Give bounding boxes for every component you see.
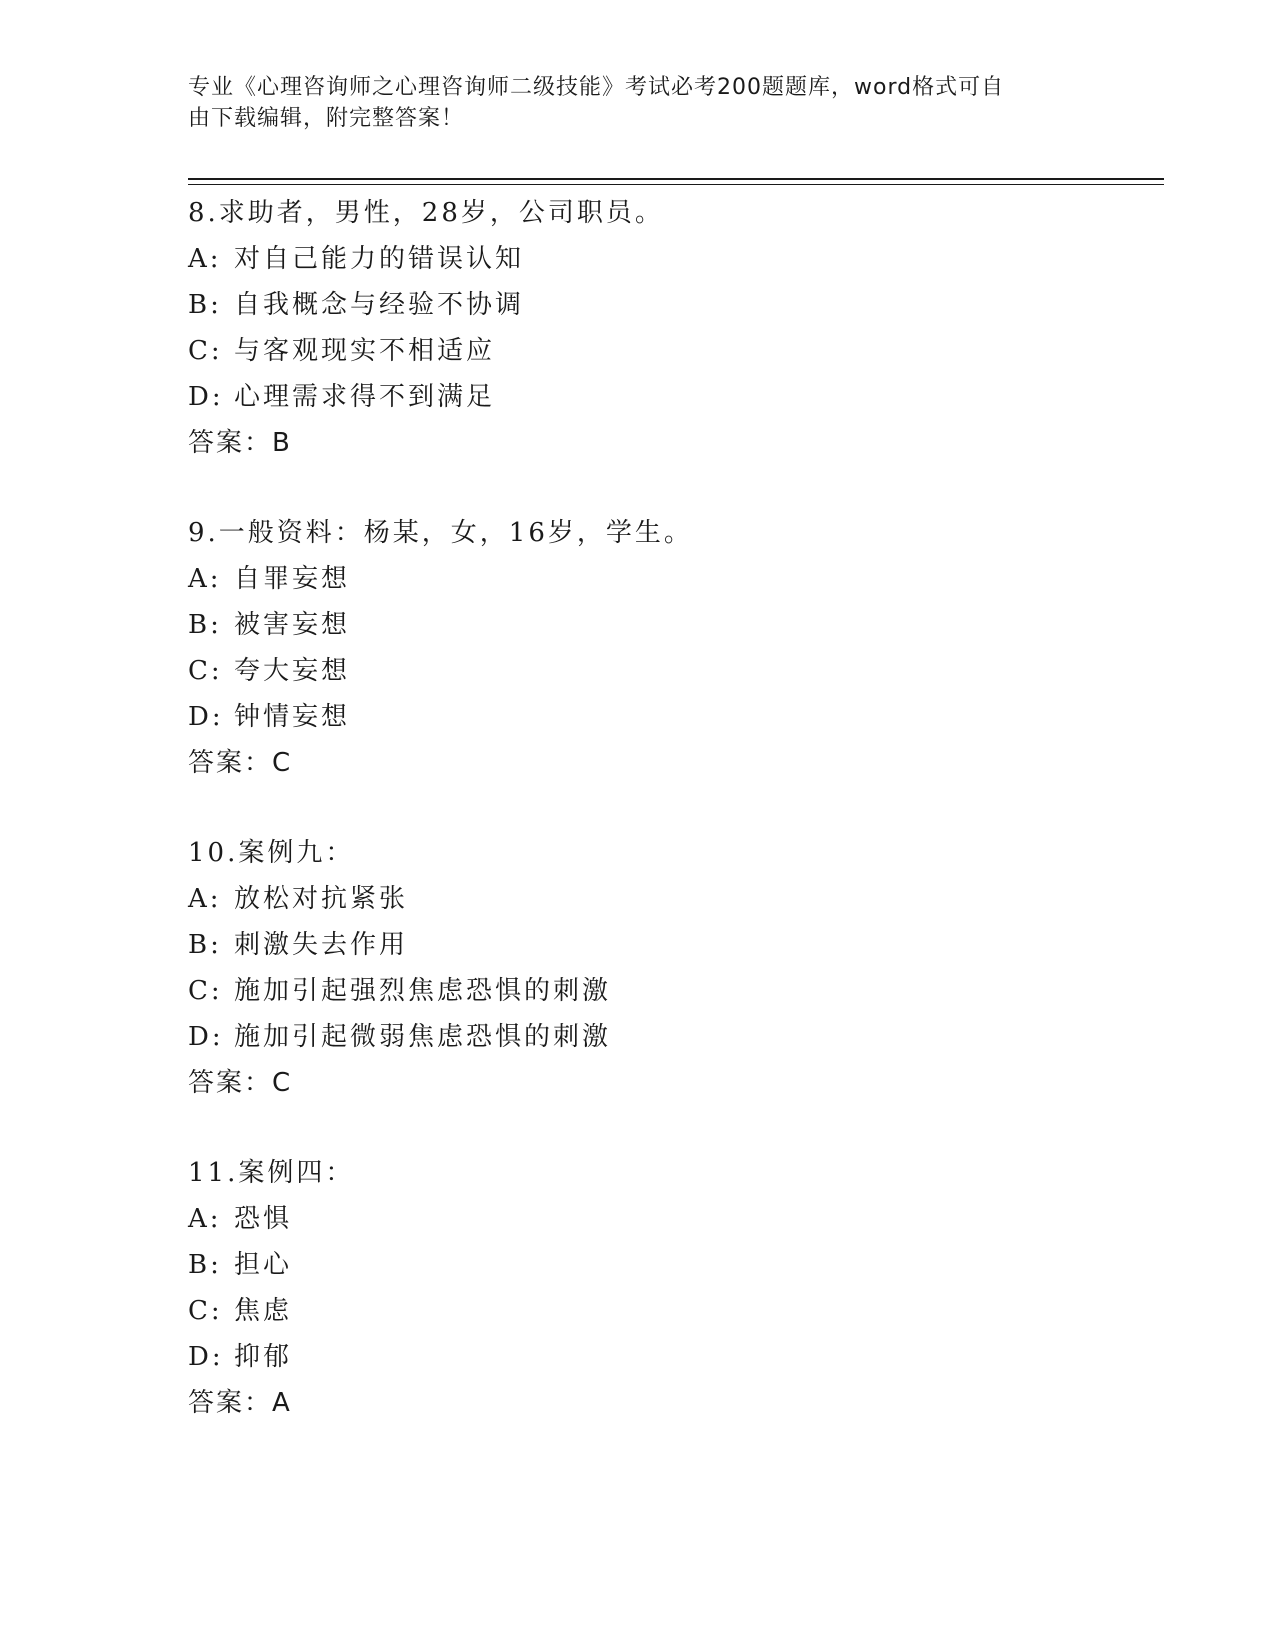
option-text: 对自己能力的错误认知 — [234, 244, 525, 274]
option-text: 恐惧 — [234, 1204, 293, 1234]
option-text: 放松对抗紧张 — [234, 884, 409, 914]
header-divider-thin — [188, 184, 1164, 185]
option-c — [188, 1288, 1168, 1334]
question-stem: 9.一般资料：杨某，女，16岁，学生。 — [188, 518, 693, 548]
option-a — [188, 556, 1168, 602]
option-label: A: — [188, 564, 222, 594]
option-label: A: — [188, 244, 222, 274]
option-b — [188, 282, 1168, 328]
question-item — [188, 830, 1168, 1150]
question-item — [188, 1150, 1168, 1470]
option-a — [188, 1196, 1168, 1242]
option-text: 焦虑 — [234, 1296, 293, 1326]
option-text: 担心 — [234, 1250, 293, 1280]
option-label: D: — [188, 1342, 224, 1372]
option-text: 夸大妄想 — [234, 656, 351, 686]
option-text: 刺激失去作用 — [234, 930, 409, 960]
answer-line: 答案：C — [188, 1068, 293, 1098]
option-label: C: — [188, 656, 223, 686]
option-label: A: — [188, 884, 222, 914]
option-a — [188, 236, 1168, 282]
option-b — [188, 1242, 1168, 1288]
question-stem: 8.求助者，男性，28岁，公司职员。 — [188, 198, 664, 228]
question-item — [188, 190, 1168, 510]
header-line-1: 专业《心理咨询师之心理咨询师二级技能》考试必考200题题库，word格式可自 — [188, 75, 1005, 100]
header-line-2: 由下载编辑，附完整答案！ — [188, 106, 465, 131]
option-text: 与客观现实不相适应 — [234, 336, 496, 366]
answer-line: 答案：A — [188, 1388, 292, 1418]
option-text: 心理需求得不到满足 — [234, 382, 496, 412]
option-a — [188, 876, 1168, 922]
option-label: C: — [188, 1296, 223, 1326]
option-d — [188, 374, 1168, 420]
option-label: D: — [188, 1022, 224, 1052]
option-c — [188, 648, 1168, 694]
answer-line: 答案：B — [188, 428, 292, 458]
option-label: C: — [188, 336, 223, 366]
option-text: 钟情妄想 — [234, 702, 351, 732]
option-label: B: — [188, 290, 222, 320]
option-text: 施加引起微弱焦虑恐惧的刺激 — [234, 1022, 612, 1052]
question-list — [188, 190, 1168, 1470]
question-stem: 11.案例四： — [188, 1158, 355, 1188]
question-item — [188, 510, 1168, 830]
option-label: B: — [188, 610, 222, 640]
option-text: 被害妄想 — [234, 610, 351, 640]
option-label: D: — [188, 382, 224, 412]
option-b — [188, 922, 1168, 968]
document-header — [188, 72, 1068, 134]
option-text: 自罪妄想 — [234, 564, 351, 594]
answer-line: 答案：C — [188, 748, 293, 778]
option-text: 自我概念与经验不协调 — [234, 290, 525, 320]
header-divider-thick — [188, 178, 1164, 180]
option-c — [188, 968, 1168, 1014]
option-d — [188, 1334, 1168, 1380]
option-text: 施加引起强烈焦虑恐惧的刺激 — [234, 976, 612, 1006]
option-text: 抑郁 — [234, 1342, 293, 1372]
option-b — [188, 602, 1168, 648]
option-label: D: — [188, 702, 224, 732]
option-label: A: — [188, 1204, 222, 1234]
option-d — [188, 1014, 1168, 1060]
question-stem: 10.案例九： — [188, 838, 355, 868]
option-c — [188, 328, 1168, 374]
option-label: C: — [188, 976, 223, 1006]
option-label: B: — [188, 930, 222, 960]
option-label: B: — [188, 1250, 222, 1280]
option-d — [188, 694, 1168, 740]
